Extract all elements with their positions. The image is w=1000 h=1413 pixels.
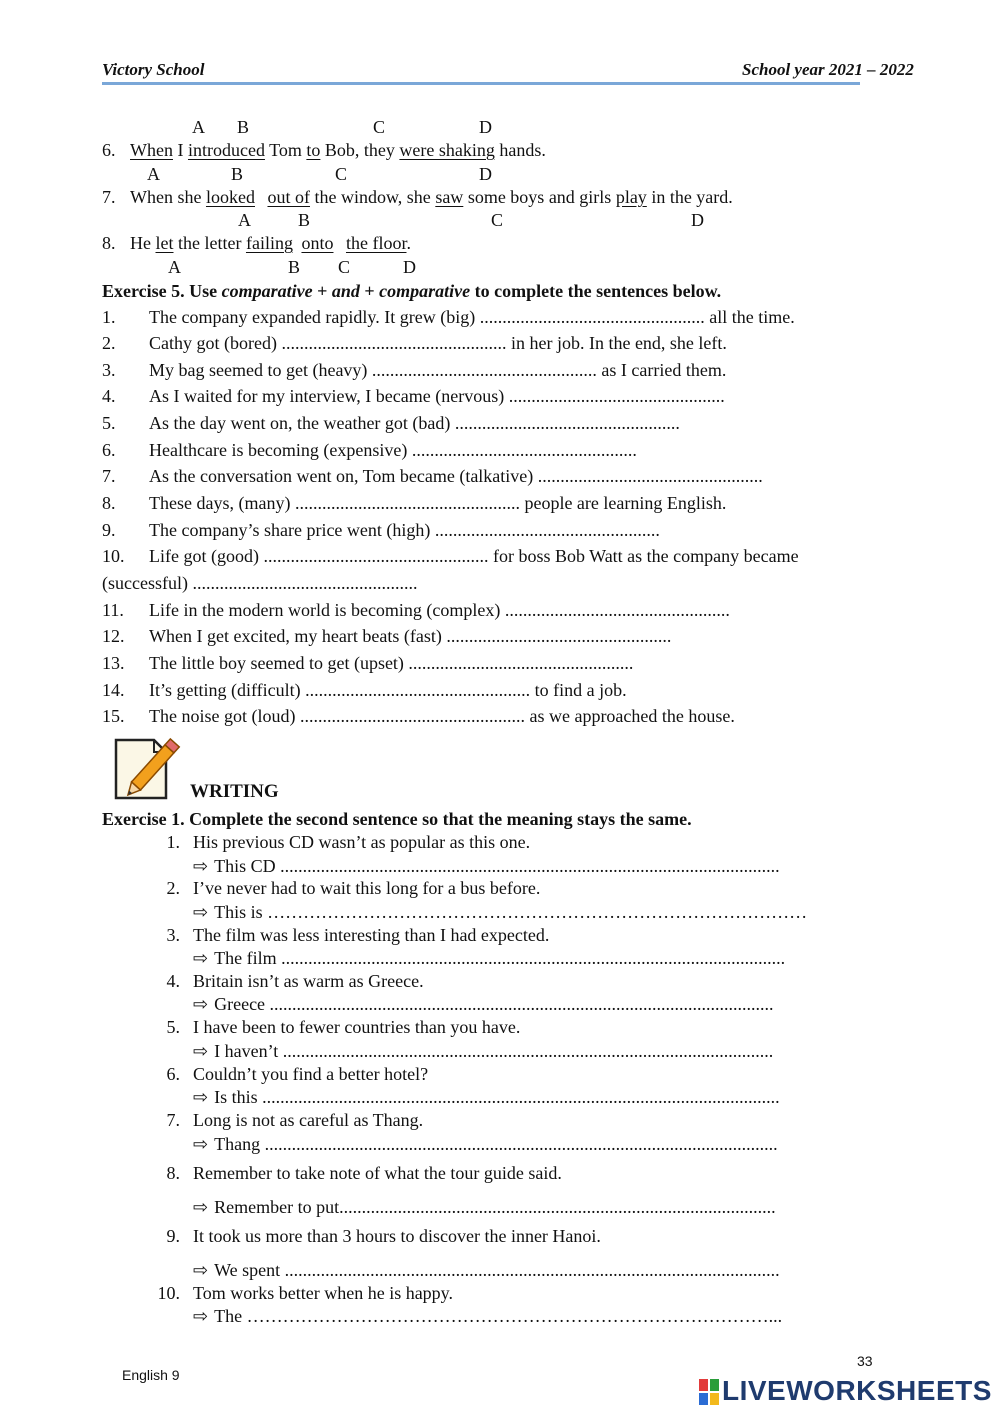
writing-item-question: Couldn’t you find a better hotel? — [193, 1064, 429, 1084]
item-number: 6. — [102, 440, 116, 460]
text: Bob, they — [320, 140, 400, 160]
text: in the yard. — [646, 187, 733, 207]
answer-letter-a: A — [147, 164, 160, 184]
arrow-icon: ⇨ — [193, 1041, 209, 1061]
title-part: comparative — [379, 281, 471, 301]
item-text: As the day went on, the weather got (bad) .................................................. — [149, 413, 680, 433]
answer-prompt: Greece ................................................................................................................ — [214, 994, 774, 1014]
answer-letter-c: C — [338, 257, 351, 277]
exercise-5-item — [102, 653, 633, 674]
exercise-5-item — [102, 546, 799, 567]
item-text: It’s getting (difficult) .................................................. to find a job. — [149, 680, 627, 700]
writing-heading: WRITING — [190, 781, 279, 802]
answer-prompt: We spent .............................................................................................................. — [214, 1260, 780, 1280]
option-d: the floor — [345, 233, 407, 253]
liveworksheets-logo-icon — [698, 1378, 720, 1406]
writing-item-question: I’ve never had to wait this long for a bus before. — [193, 878, 541, 898]
writing-item-answer-line[interactable] — [193, 902, 807, 923]
text: I — [172, 140, 188, 160]
option-b: out of — [267, 187, 310, 207]
writing-item-question: Remember to take note of what the tour guide said. — [193, 1163, 562, 1183]
arrow-icon: ⇨ — [193, 1306, 209, 1326]
option-c: to — [306, 140, 321, 160]
item-number: 10. — [102, 546, 125, 566]
question-number: 8. — [102, 233, 116, 253]
exercise-5-item — [102, 466, 763, 487]
page-number: 33 — [857, 1353, 873, 1369]
item-number: 13. — [102, 653, 125, 673]
text: Tom — [264, 140, 307, 160]
item-number: 4. — [102, 386, 116, 406]
option-b: introduced — [187, 140, 265, 160]
item-text: The company’s share price went (high) .................................................. — [149, 520, 660, 540]
exercise-5-item — [102, 360, 726, 381]
writing-item-answer-line[interactable] — [193, 1197, 776, 1218]
text — [333, 233, 338, 253]
writing-item-question: Tom works better when he is happy. — [193, 1283, 454, 1303]
item-text: Cathy got (bored) .................................................. in her job. In the end, she left. — [149, 333, 727, 353]
pencil-paper-icon — [110, 734, 192, 804]
writing-item-answer-line[interactable] — [193, 948, 785, 969]
item-text: When I get excited, my heart beats (fast) .................................................. — [149, 626, 672, 646]
answer-letter-d: D — [691, 210, 704, 230]
item-text: The company expanded rapidly. It grew (big) .................................................. all the time. — [149, 307, 795, 327]
answer-letter-d: D — [479, 117, 492, 137]
answer-prompt: Thang .................................................................................................................. — [214, 1134, 778, 1154]
exercise-5-item — [102, 600, 730, 621]
item-text: My bag seemed to get (heavy) .................................................. as I carried them. — [149, 360, 727, 380]
writing-item-number: 10. — [157, 1283, 180, 1303]
item-number: 11. — [102, 600, 124, 620]
writing-item-answer-line[interactable] — [193, 1134, 778, 1155]
item-text: Life in the modern world is becoming (complex) .................................................. — [149, 600, 730, 620]
title-part: Exercise 5. Use — [102, 281, 222, 301]
writing-item-answer-line[interactable] — [193, 1041, 773, 1062]
item-text: (successful) .................................................. — [102, 573, 418, 593]
answer-prompt: I haven’t ............................................................................................................. — [214, 1041, 774, 1061]
item-number: 12. — [102, 626, 125, 646]
item-number: 9. — [102, 520, 116, 540]
text: He — [130, 233, 156, 253]
answer-letter-b: B — [231, 164, 244, 184]
answer-letter-a: A — [168, 257, 181, 277]
item-number: 5. — [102, 413, 116, 433]
option-a: When — [130, 140, 173, 160]
item-number: 8. — [102, 493, 116, 513]
writing-item-question: Britain isn’t as warm as Greece. — [193, 971, 424, 991]
writing-item-number: 8. — [166, 1163, 180, 1183]
writing-item-question: It took us more than 3 hours to discover the inner Hanoi. — [193, 1226, 601, 1246]
writing-item-answer-line[interactable] — [193, 1087, 780, 1108]
arrow-icon: ⇨ — [193, 1087, 209, 1107]
writing-item-number: 4. — [166, 971, 180, 991]
answer-letter-c: C — [491, 210, 504, 230]
exercise-5-item — [102, 680, 627, 701]
item-text: Life got (good) .................................................. for boss Bob Watt as the company became — [149, 546, 799, 566]
answer-letter-b: B — [237, 117, 250, 137]
item-text: As the conversation went on, Tom became (talkative) .................................................. — [149, 466, 763, 486]
text: the window, she — [309, 187, 436, 207]
answer-prompt: The film ................................................................................................................ — [214, 948, 786, 968]
answer-letter-d: D — [403, 257, 416, 277]
writing-item-number: 3. — [166, 925, 180, 945]
option-c: saw — [435, 187, 464, 207]
school-name: Victory School — [102, 60, 205, 79]
exercise-5-item — [102, 307, 795, 328]
arrow-icon: ⇨ — [193, 1197, 209, 1217]
exercise-5-item — [102, 626, 671, 647]
option-d: play — [615, 187, 647, 207]
title-part: to complete the sentences below. — [470, 281, 722, 301]
exercise-5-title — [102, 281, 721, 302]
answer-letter-c: C — [373, 117, 386, 137]
option-d: were shaking — [399, 140, 495, 160]
answer-prompt: Is this ................................................................................................................... — [214, 1087, 780, 1107]
item-number: 1. — [102, 307, 116, 327]
exercise-5-item — [102, 706, 735, 727]
title-part: comparative — [221, 281, 313, 301]
writing-item-question: I have been to fewer countries than you have. — [193, 1017, 521, 1037]
text — [255, 187, 260, 207]
exercise-5-item — [102, 386, 725, 407]
writing-item-number: 5. — [166, 1017, 180, 1037]
exercise-5-item — [102, 520, 660, 541]
question-number: 7. — [102, 187, 116, 207]
writing-item-question: His previous CD wasn’t as popular as this one. — [193, 832, 531, 852]
writing-item-answer-line[interactable] — [193, 1260, 780, 1281]
item-text: As I waited for my interview, I became (nervous) ................................................ — [149, 386, 725, 406]
answer-letter-d: D — [479, 164, 492, 184]
exercise-5-item — [102, 333, 727, 354]
item-text: These days, (many) .................................................. people are learning English. — [149, 493, 727, 513]
title-part: + — [359, 281, 380, 301]
option-a: let — [155, 233, 174, 253]
question-8 — [102, 233, 411, 254]
text: . — [406, 233, 411, 253]
writing-item-question: The film was less interesting than I had expected. — [193, 925, 550, 945]
item-number: 14. — [102, 680, 125, 700]
writing-item-number: 6. — [166, 1064, 180, 1084]
item-number: 3. — [102, 360, 116, 380]
answer-letter-c: C — [335, 164, 348, 184]
item-number: 2. — [102, 333, 116, 353]
exercise-5-item — [102, 493, 726, 514]
writing-item-number: 7. — [166, 1110, 180, 1130]
option-b: failing — [245, 233, 293, 253]
answer-prompt: The ……………………………………………………………………………... — [214, 1306, 783, 1326]
answer-prompt: This CD ............................................................................................................... — [214, 856, 780, 876]
text: some boys and girls — [463, 187, 616, 207]
text: When she — [130, 187, 206, 207]
arrow-icon: ⇨ — [193, 1134, 209, 1154]
school-year: School year 2021 – 2022 — [742, 60, 914, 79]
exercise-5-item — [102, 413, 680, 434]
writing-item-number: 2. — [166, 878, 180, 898]
answer-letter-b: B — [288, 257, 301, 277]
writing-item-number: 1. — [166, 832, 180, 852]
title-part: and — [331, 281, 360, 301]
arrow-icon: ⇨ — [193, 948, 209, 968]
answer-letter-a: A — [238, 210, 251, 230]
arrow-icon: ⇨ — [193, 902, 209, 922]
exercise-1-title: Exercise 1. Complete the second sentence so that the meaning stays the same. — [102, 809, 692, 829]
writing-item-answer-line[interactable] — [193, 856, 780, 877]
text: hands. — [494, 140, 546, 160]
item-text: Healthcare is becoming (expensive) .................................................. — [149, 440, 637, 460]
footer-subject: English 9 — [122, 1367, 180, 1383]
arrow-icon: ⇨ — [193, 1260, 209, 1280]
question-6 — [102, 140, 546, 161]
item-number: 15. — [102, 706, 125, 726]
liveworksheets-brand: LIVEWORKSHEETS — [722, 1375, 992, 1406]
question-number: 6. — [102, 140, 116, 160]
header-rule — [102, 82, 860, 85]
option-c: onto — [301, 233, 334, 253]
question-7 — [102, 187, 733, 208]
option-a: looked — [205, 187, 255, 207]
title-part: + — [312, 281, 332, 301]
answer-prompt: Remember to put................................................................................................. — [214, 1197, 776, 1217]
item-text: The noise got (loud) .................................................. as we approached the house. — [149, 706, 735, 726]
writing-item-answer-line[interactable] — [193, 1306, 782, 1327]
exercise-5-item — [102, 440, 637, 461]
exercise-5-item — [102, 573, 417, 594]
writing-item-answer-line[interactable] — [193, 994, 774, 1015]
answer-letter-b: B — [298, 210, 311, 230]
writing-item-question: Long is not as careful as Thang. — [193, 1110, 424, 1130]
answer-prompt: This is ……………………………………………………………………………… — [214, 902, 808, 922]
answer-letter-a: A — [192, 117, 205, 137]
text — [293, 233, 298, 253]
item-text: The little boy seemed to get (upset) .................................................. — [149, 653, 634, 673]
arrow-icon: ⇨ — [193, 994, 209, 1014]
arrow-icon: ⇨ — [193, 856, 209, 876]
text: the letter — [173, 233, 246, 253]
writing-item-number: 9. — [166, 1226, 180, 1246]
item-number: 7. — [102, 466, 116, 486]
